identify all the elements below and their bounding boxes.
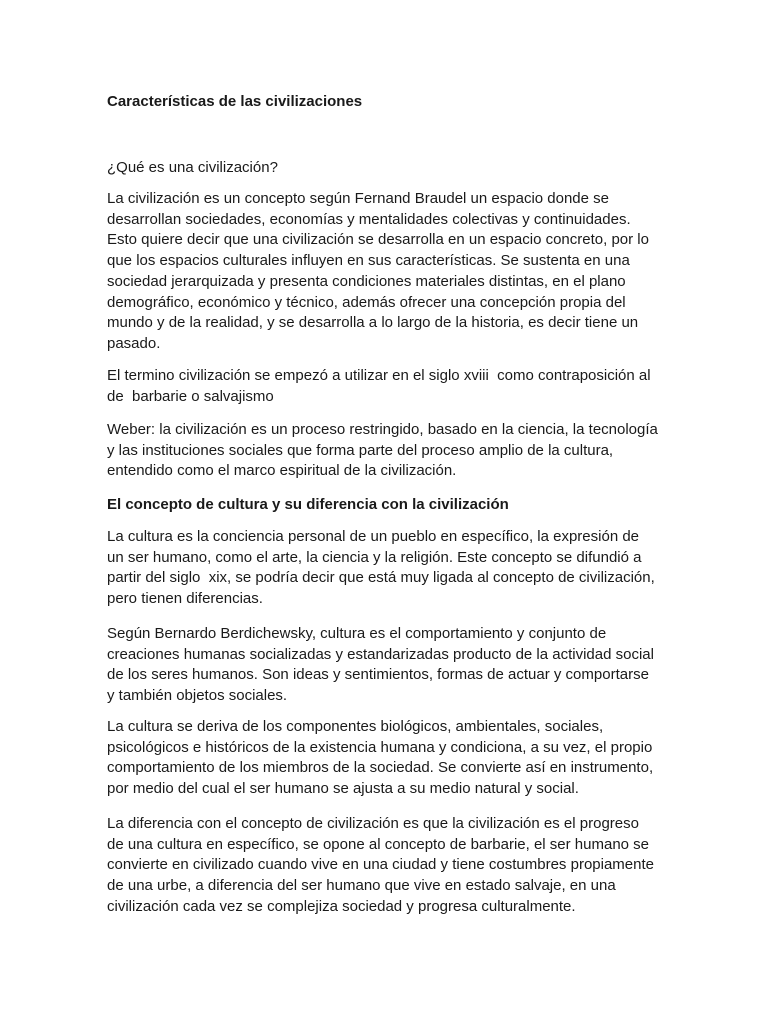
text-line: partir del siglo xix, se podría decir que está muy ligada al concepto de civilización, <box>107 569 655 587</box>
paragraph-weber <box>107 420 672 482</box>
question-line: ¿Qué es una civilización? <box>107 159 278 176</box>
document-title: Características de las civilizaciones <box>107 93 363 110</box>
text-line: La civilización es un concepto según Fernand Braudel un espacio donde se <box>107 190 610 207</box>
text-line: mundo y de la realidad, y se desarrolla a lo largo de la historia, es decir tiene un <box>107 314 639 332</box>
text-line: Weber: la civilización es un proceso restringido, basado en la ciencia, la tecnología <box>107 421 658 438</box>
text-line: civilización cada vez se complejiza sociedad y progresa culturalmente. <box>107 897 576 915</box>
text-line: La diferencia con el concepto de civilización es que la civilización es el progreso <box>107 815 639 832</box>
text-line: demográfico, económico y técnico, además ofrecer una concepción propia del <box>107 293 626 311</box>
text-line: y las instituciones sociales que forma parte del proceso amplio de la cultura, <box>107 441 614 459</box>
paragraph-culture-components <box>107 717 672 800</box>
text-line: convierte en civilizado cuando vive en una ciudad y tiene costumbres propiamente <box>107 856 654 874</box>
text-line: creaciones humanas socializadas y estandarizadas producto de la actividad social <box>107 645 654 663</box>
text-line: de los seres humanos. Son ideas y sentimientos, formas de actuar y comportarse <box>107 666 649 684</box>
text-line: que los espacios culturales influyen en sus características. Se sustenta en una <box>107 252 630 270</box>
paragraph-term-origin <box>107 366 672 407</box>
text-line: de barbarie o salvajismo <box>107 387 274 405</box>
text-line: y también objetos sociales. <box>107 687 288 705</box>
paragraph-culture-definition <box>107 527 672 610</box>
text-line: entendido como el marco espiritual de la civilización. <box>107 462 457 480</box>
text-line: pasado. <box>107 334 161 352</box>
text-line: La cultura se deriva de los componentes biológicos, ambientales, sociales, <box>107 718 604 735</box>
text-line: de una cultura en específico, se opone al concepto de barbarie, el ser humano se <box>107 835 650 853</box>
text-line: Esto quiere decir que una civilización se desarrolla en un espacio concreto, por lo <box>107 231 649 249</box>
text-line: El termino civilización se empezó a utilizar en el siglo xviii como contraposición al <box>107 367 651 384</box>
paragraph-berdichewsky <box>107 624 672 707</box>
paragraph-civilization-definition <box>107 189 672 355</box>
text-line: por medio del cual el ser humano se ajusta a su medio natural y social. <box>107 780 579 798</box>
section-heading: El concepto de cultura y su diferencia con la civilización <box>107 496 509 513</box>
text-line: un ser humano, como el arte, la ciencia y la religión. Este concepto se difundió a <box>107 548 642 566</box>
text-line: Según Bernardo Berdichewsky, cultura es el comportamiento y conjunto de <box>107 625 607 642</box>
text-line: La cultura es la conciencia personal de un pueblo en específico, la expresión de <box>107 528 640 545</box>
text-line: pero tienen diferencias. <box>107 590 263 608</box>
text-line: desarrollan sociedades, economías y mentalidades colectivas y continuidades. <box>107 210 631 228</box>
text-line: sociedad jerarquizada y presenta condiciones materiales distintas, en el plano <box>107 272 626 290</box>
text-line: psicológicos e históricos de la existencia humana y condiciona, a su vez, el propio <box>107 738 653 756</box>
text-line: de una urbe, a diferencia del ser humano que vive en estado salvaje, en una <box>107 877 616 895</box>
paragraph-difference <box>107 814 672 918</box>
text-line: comportamiento de los miembros de la sociedad. Se convierte así en instrumento, <box>107 759 654 777</box>
